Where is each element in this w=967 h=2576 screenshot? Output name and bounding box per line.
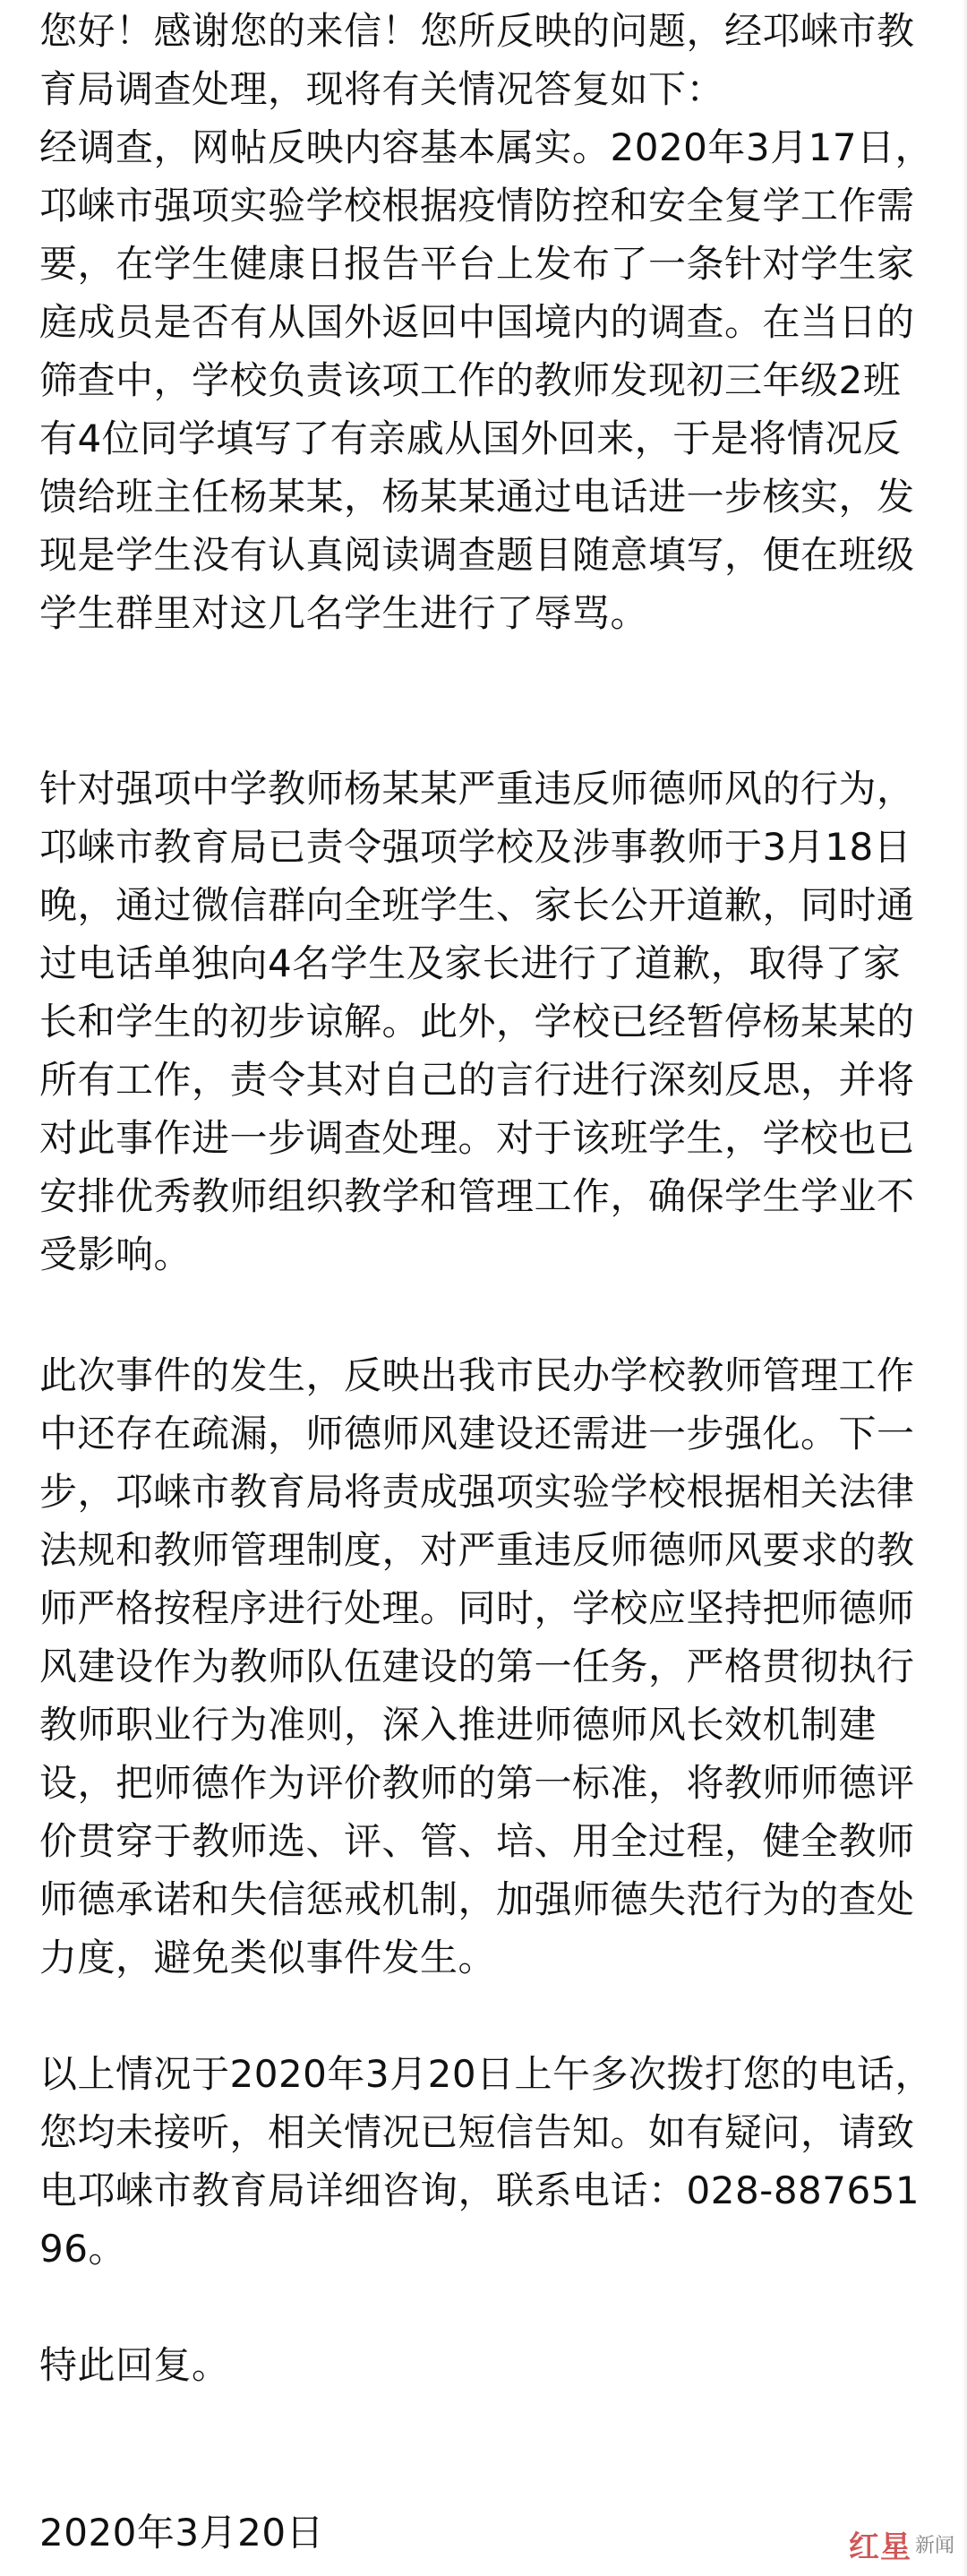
closing-paragraph: 特此回复。 (39, 2343, 230, 2387)
watermark-suffix: 新闻 (914, 2534, 954, 2557)
letter-date: 2020年3月20日 (39, 2511, 325, 2555)
reflection-paragraph: 此次事件的发生，反映出我市民办学校教师管理工作中还存在疏漏，师德师风建设还需进一步强化。下一步，邛崃市教育局将责成强项实验学校根据相关法律法规和教师管理制度，对严重违反师德师风要求的教师严格按程序进行处理。同时，学校应坚持把师德师风建设作为教师队伍建设的第一任务，严格贯彻执行教师职业行为准则，深入推进师德师风长效机制建设，把师德作为评价教师的第一标准，将教师师德评价贯穿于教师选、评、管、培、用全过程，健全教师师德承诺和失信惩戒机制，加强师德失范行为的查处力度，避免类似事件发生。 (39, 1353, 915, 1979)
action-paragraph: 针对强项中学教师杨某某严重违反师德师风的行为，邛崃市教育局已责令强项学校及涉事教师于3月18日晚，通过微信群向全班学生、家长公开道歉，同时通过电话单独向4名学生及家长进行了道歉，取得了家长和学生的初步谅解。此外，学校已经暂停杨某某的所有工作，责令其对自己的言行进行深刻反思，并将对此事作进一步调查处理。对于该班学生，学校也已安排优秀教师组织教学和管理工作，确保学生学业不受影响。 (39, 767, 915, 1276)
page-edge-shadow (962, 0, 967, 2576)
greeting-paragraph: 您好！感谢您的来信！您所反映的问题，经邛崃市教育局调查处理，现将有关情况答复如下： (39, 9, 915, 111)
finding-paragraph: 经调查，网帖反映内容基本属实。2020年3月17日，邛崃市强项实验学校根据疫情防控和安全复学工作需要，在学生健康日报告平台上发布了一条针对学生家庭成员是否有从国外返回中国境内的调查。在当日的筛查中，学校负责该项工作的教师发现初三年级2班有4位同学填写了有亲戚从国外回来，于是将情况反馈给班主任杨某某，杨某某通过电话进一步核实，发现是学生没有认真阅读调查题目随意填写，便在班级学生群里对这几名学生进行了辱骂。 (39, 125, 934, 635)
hongxing-news-watermark (802, 2519, 954, 2569)
watermark-brand: 红星 (848, 2529, 911, 2565)
notification-paragraph: 以上情况于2020年3月20日上午多次拨打您的电话，您均未接听，相关情况已短信告知。如有疑问，请致电邛崃市教育局详细咨询，联系电话：028-88765196。 (39, 2052, 934, 2271)
